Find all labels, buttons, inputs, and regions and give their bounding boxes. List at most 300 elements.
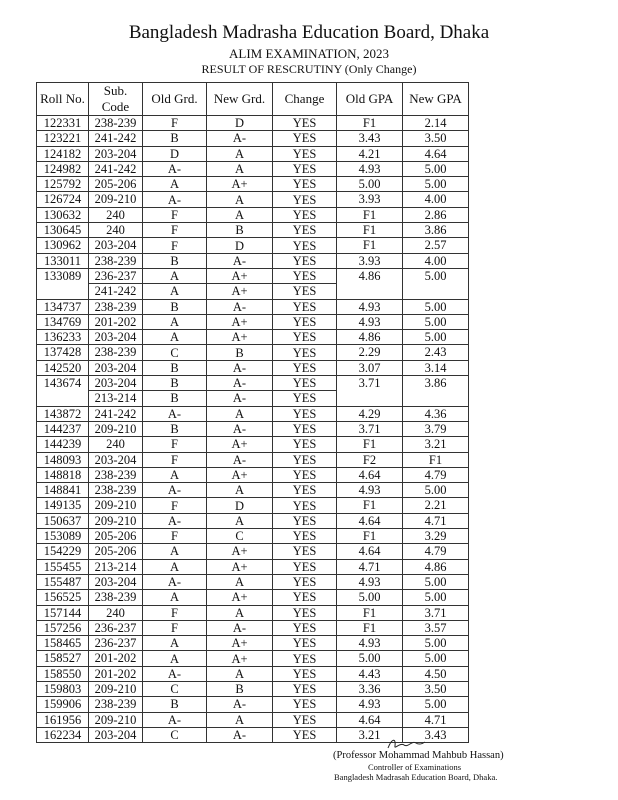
old-grade-cell: A <box>143 268 207 283</box>
table-row <box>37 161 469 176</box>
sub-code-cell: 203-204 <box>89 238 143 253</box>
sub-code-cell: 203-204 <box>89 376 143 391</box>
roll-cell: 124982 <box>37 161 89 176</box>
old-gpa-cell: F1 <box>337 238 403 253</box>
sub-code-cell: 236-237 <box>89 268 143 283</box>
new-grade-cell: B <box>207 345 273 360</box>
col-header-new-gpa: New GPA <box>403 83 469 116</box>
change-cell: YES <box>273 177 337 192</box>
col-header-sub-code: Sub. Code <box>89 83 143 116</box>
sub-code-cell: 203-204 <box>89 452 143 467</box>
sub-code-cell: 205-206 <box>89 529 143 544</box>
roll-cell: 130632 <box>37 207 89 222</box>
new-gpa-cell: 5.00 <box>403 161 469 176</box>
old-gpa-cell: 4.64 <box>337 712 403 727</box>
sub-code-cell: 241-242 <box>89 131 143 146</box>
old-grade-cell: A <box>143 651 207 666</box>
old-gpa-cell: F1 <box>337 529 403 544</box>
old-gpa-cell: 4.86 <box>337 330 403 345</box>
sub-code-cell: 203-204 <box>89 360 143 375</box>
roll-cell: 143872 <box>37 406 89 421</box>
table-row <box>37 314 469 329</box>
roll-cell: 156525 <box>37 590 89 605</box>
new-gpa-cell: 5.00 <box>403 651 469 666</box>
new-grade-cell: A <box>207 574 273 589</box>
sub-code-cell: 201-202 <box>89 651 143 666</box>
change-cell: YES <box>273 284 337 299</box>
sub-code-cell: 209-210 <box>89 498 143 513</box>
old-grade-cell: A- <box>143 483 207 498</box>
table-row <box>37 483 469 498</box>
new-gpa-cell: 3.86 <box>403 376 469 407</box>
old-gpa-cell: 4.29 <box>337 406 403 421</box>
result-table <box>36 82 469 743</box>
table-row <box>37 529 469 544</box>
new-gpa-cell: 5.00 <box>403 299 469 314</box>
sub-code-cell: 209-210 <box>89 681 143 696</box>
table-row <box>37 207 469 222</box>
change-cell: YES <box>273 391 337 406</box>
new-gpa-cell: 3.50 <box>403 681 469 696</box>
sub-code-cell: 209-210 <box>89 421 143 436</box>
roll-cell: 159906 <box>37 697 89 712</box>
sub-code-cell: 238-239 <box>89 483 143 498</box>
change-cell: YES <box>273 421 337 436</box>
table-row <box>37 146 469 161</box>
change-cell: YES <box>273 238 337 253</box>
change-cell: YES <box>273 268 337 283</box>
roll-cell: 137428 <box>37 345 89 360</box>
change-cell: YES <box>273 666 337 681</box>
table-row <box>37 574 469 589</box>
old-grade-cell: F <box>143 238 207 253</box>
old-grade-cell: A- <box>143 513 207 528</box>
old-grade-cell: B <box>143 697 207 712</box>
table-row <box>37 452 469 467</box>
table-row <box>37 559 469 574</box>
new-grade-cell: B <box>207 681 273 696</box>
new-gpa-cell: 2.43 <box>403 345 469 360</box>
old-grade-cell: B <box>143 253 207 268</box>
new-gpa-cell: 2.21 <box>403 498 469 513</box>
new-gpa-cell: 4.71 <box>403 513 469 528</box>
new-gpa-cell: 3.43 <box>403 727 469 742</box>
roll-cell: 148818 <box>37 467 89 482</box>
roll-cell: 122331 <box>37 116 89 131</box>
new-gpa-cell: 5.00 <box>403 314 469 329</box>
old-gpa-cell: F1 <box>337 498 403 513</box>
change-cell: YES <box>273 192 337 207</box>
old-grade-cell: A <box>143 177 207 192</box>
table-row <box>37 376 469 391</box>
old-grade-cell: B <box>143 299 207 314</box>
new-gpa-cell: 3.79 <box>403 421 469 436</box>
sub-code-cell: 238-239 <box>89 467 143 482</box>
col-header-new-grade: New Grd. <box>207 83 273 116</box>
signatory-organization: Bangladesh Madrasah Education Board, Dhaka. <box>334 772 498 782</box>
change-cell: YES <box>273 131 337 146</box>
table-row <box>37 421 469 436</box>
new-grade-cell: D <box>207 238 273 253</box>
new-grade-cell: A+ <box>207 559 273 574</box>
table-row <box>37 620 469 635</box>
sub-code-cell: 238-239 <box>89 253 143 268</box>
new-grade-cell: A- <box>207 131 273 146</box>
roll-cell: 134769 <box>37 314 89 329</box>
old-grade-cell: A- <box>143 192 207 207</box>
old-gpa-cell: 4.93 <box>337 636 403 651</box>
roll-cell: 149135 <box>37 498 89 513</box>
new-grade-cell: A- <box>207 391 273 406</box>
sub-code-cell: 209-210 <box>89 712 143 727</box>
old-gpa-cell: F1 <box>337 620 403 635</box>
roll-cell: 142520 <box>37 360 89 375</box>
old-grade-cell: A- <box>143 161 207 176</box>
table-row <box>37 330 469 345</box>
new-gpa-cell: 3.21 <box>403 437 469 452</box>
old-gpa-cell: 4.64 <box>337 467 403 482</box>
old-grade-cell: D <box>143 146 207 161</box>
change-cell: YES <box>273 574 337 589</box>
sub-code-cell: 236-237 <box>89 620 143 635</box>
old-gpa-cell: 3.43 <box>337 131 403 146</box>
sub-code-cell: 201-202 <box>89 666 143 681</box>
new-gpa-cell: 4.64 <box>403 146 469 161</box>
change-cell: YES <box>273 636 337 651</box>
new-gpa-cell: 3.86 <box>403 223 469 238</box>
table-row <box>37 651 469 666</box>
new-grade-cell: A <box>207 207 273 222</box>
old-grade-cell: F <box>143 207 207 222</box>
old-gpa-cell: 4.43 <box>337 666 403 681</box>
change-cell: YES <box>273 223 337 238</box>
old-gpa-cell: 3.36 <box>337 681 403 696</box>
new-gpa-cell: 5.00 <box>403 636 469 651</box>
change-cell: YES <box>273 727 337 742</box>
sub-code-cell: 240 <box>89 605 143 620</box>
old-gpa-cell: 3.21 <box>337 727 403 742</box>
change-cell: YES <box>273 467 337 482</box>
sub-code-cell: 205-206 <box>89 544 143 559</box>
table-row <box>37 605 469 620</box>
old-grade-cell: A- <box>143 712 207 727</box>
sub-code-cell: 241-242 <box>89 161 143 176</box>
new-gpa-cell: 4.79 <box>403 467 469 482</box>
new-grade-cell: A+ <box>207 467 273 482</box>
old-grade-cell: B <box>143 391 207 406</box>
new-grade-cell: A <box>207 666 273 681</box>
sub-code-cell: 238-239 <box>89 116 143 131</box>
old-gpa-cell: 4.21 <box>337 146 403 161</box>
table-header <box>37 83 469 116</box>
table-row <box>37 299 469 314</box>
change-cell: YES <box>273 376 337 391</box>
change-cell: YES <box>273 697 337 712</box>
old-grade-cell: F <box>143 529 207 544</box>
col-header-old-gpa: Old GPA <box>337 83 403 116</box>
change-cell: YES <box>273 314 337 329</box>
change-cell: YES <box>273 406 337 421</box>
new-gpa-cell: 5.00 <box>403 574 469 589</box>
table-row <box>37 437 469 452</box>
new-gpa-cell: 2.86 <box>403 207 469 222</box>
table-row <box>37 590 469 605</box>
new-grade-cell: B <box>207 223 273 238</box>
new-gpa-cell: 3.57 <box>403 620 469 635</box>
new-gpa-cell: 5.00 <box>403 590 469 605</box>
roll-cell: 153089 <box>37 529 89 544</box>
new-gpa-cell: 5.00 <box>403 268 469 299</box>
old-gpa-cell: 4.86 <box>337 268 403 299</box>
new-grade-cell: A+ <box>207 544 273 559</box>
table-row <box>37 544 469 559</box>
change-cell: YES <box>273 681 337 696</box>
change-cell: YES <box>273 253 337 268</box>
old-gpa-cell: 4.71 <box>337 559 403 574</box>
new-gpa-cell: 5.00 <box>403 483 469 498</box>
sub-code-cell: 203-204 <box>89 330 143 345</box>
new-grade-cell: A+ <box>207 651 273 666</box>
new-gpa-cell: F1 <box>403 452 469 467</box>
new-grade-cell: A <box>207 161 273 176</box>
old-grade-cell: A- <box>143 666 207 681</box>
roll-cell: 155455 <box>37 559 89 574</box>
change-cell: YES <box>273 651 337 666</box>
change-cell: YES <box>273 452 337 467</box>
change-cell: YES <box>273 345 337 360</box>
change-cell: YES <box>273 437 337 452</box>
roll-cell: 148841 <box>37 483 89 498</box>
old-grade-cell: F <box>143 223 207 238</box>
table-row <box>37 360 469 375</box>
old-grade-cell: F <box>143 498 207 513</box>
old-grade-cell: A <box>143 544 207 559</box>
table-row <box>37 697 469 712</box>
roll-cell: 125792 <box>37 177 89 192</box>
change-cell: YES <box>273 590 337 605</box>
old-grade-cell: A <box>143 314 207 329</box>
old-gpa-cell: 3.93 <box>337 192 403 207</box>
new-grade-cell: A+ <box>207 177 273 192</box>
new-grade-cell: A+ <box>207 330 273 345</box>
sub-code-cell: 213-214 <box>89 559 143 574</box>
old-gpa-cell: 4.64 <box>337 513 403 528</box>
old-grade-cell: C <box>143 681 207 696</box>
table-row <box>37 467 469 482</box>
roll-cell: 159803 <box>37 681 89 696</box>
table-row <box>37 253 469 268</box>
new-grade-cell: A+ <box>207 314 273 329</box>
roll-cell: 144237 <box>37 421 89 436</box>
roll-cell: 134737 <box>37 299 89 314</box>
sub-code-cell: 213-214 <box>89 391 143 406</box>
table-row <box>37 513 469 528</box>
new-grade-cell: A+ <box>207 636 273 651</box>
old-gpa-cell: 4.93 <box>337 697 403 712</box>
new-gpa-cell: 5.00 <box>403 697 469 712</box>
new-grade-cell: D <box>207 498 273 513</box>
new-grade-cell: A- <box>207 727 273 742</box>
sub-code-cell: 201-202 <box>89 314 143 329</box>
roll-cell: 162234 <box>37 727 89 742</box>
sub-code-cell: 203-204 <box>89 574 143 589</box>
new-gpa-cell: 4.36 <box>403 406 469 421</box>
sub-code-cell: 236-237 <box>89 636 143 651</box>
sub-code-cell: 241-242 <box>89 284 143 299</box>
col-header-change: Change <box>273 83 337 116</box>
new-grade-cell: A- <box>207 376 273 391</box>
old-gpa-cell: F1 <box>337 116 403 131</box>
table-row <box>37 498 469 513</box>
roll-cell: 157256 <box>37 620 89 635</box>
sub-code-cell: 240 <box>89 223 143 238</box>
new-grade-cell: A- <box>207 697 273 712</box>
new-grade-cell: C <box>207 529 273 544</box>
sub-code-cell: 240 <box>89 207 143 222</box>
new-grade-cell: A+ <box>207 590 273 605</box>
roll-cell: 130962 <box>37 238 89 253</box>
old-grade-cell: F <box>143 620 207 635</box>
old-gpa-cell: F1 <box>337 207 403 222</box>
new-grade-cell: A- <box>207 421 273 436</box>
change-cell: YES <box>273 299 337 314</box>
col-header-old-grade: Old Grd. <box>143 83 207 116</box>
change-cell: YES <box>273 513 337 528</box>
new-grade-cell: A- <box>207 253 273 268</box>
new-gpa-cell: 4.00 <box>403 253 469 268</box>
old-gpa-cell: 5.00 <box>337 177 403 192</box>
change-cell: YES <box>273 330 337 345</box>
roll-cell: 136233 <box>37 330 89 345</box>
change-cell: YES <box>273 207 337 222</box>
new-grade-cell: A- <box>207 452 273 467</box>
col-header-roll: Roll No. <box>37 83 89 116</box>
roll-cell: 157144 <box>37 605 89 620</box>
new-grade-cell: A- <box>207 360 273 375</box>
sub-code-cell: 238-239 <box>89 299 143 314</box>
old-gpa-cell: F1 <box>337 605 403 620</box>
new-grade-cell: A <box>207 483 273 498</box>
table-row <box>37 666 469 681</box>
table-row <box>37 636 469 651</box>
change-cell: YES <box>273 146 337 161</box>
change-cell: YES <box>273 161 337 176</box>
old-gpa-cell: 4.93 <box>337 299 403 314</box>
sub-code-cell: 203-204 <box>89 146 143 161</box>
old-gpa-cell: 3.71 <box>337 376 403 407</box>
roll-cell: 150637 <box>37 513 89 528</box>
roll-cell: 148093 <box>37 452 89 467</box>
roll-cell: 144239 <box>37 437 89 452</box>
new-grade-cell: A <box>207 513 273 528</box>
old-grade-cell: A <box>143 467 207 482</box>
old-grade-cell: A <box>143 636 207 651</box>
old-gpa-cell: F2 <box>337 452 403 467</box>
change-cell: YES <box>273 529 337 544</box>
table-row <box>37 681 469 696</box>
new-gpa-cell: 3.50 <box>403 131 469 146</box>
table-row <box>37 131 469 146</box>
change-cell: YES <box>273 712 337 727</box>
roll-cell: 126724 <box>37 192 89 207</box>
table-row <box>37 406 469 421</box>
table-row <box>37 268 469 283</box>
change-cell: YES <box>273 620 337 635</box>
roll-cell: 123221 <box>37 131 89 146</box>
new-gpa-cell: 4.50 <box>403 666 469 681</box>
new-gpa-cell: 3.14 <box>403 360 469 375</box>
old-grade-cell: F <box>143 116 207 131</box>
roll-cell: 130645 <box>37 223 89 238</box>
old-grade-cell: B <box>143 421 207 436</box>
sub-code-cell: 205-206 <box>89 177 143 192</box>
roll-cell: 154229 <box>37 544 89 559</box>
new-grade-cell: D <box>207 116 273 131</box>
new-grade-cell: A <box>207 605 273 620</box>
old-gpa-cell: F1 <box>337 223 403 238</box>
old-gpa-cell: 4.64 <box>337 544 403 559</box>
roll-cell: 133089 <box>37 268 89 299</box>
old-gpa-cell: 4.93 <box>337 161 403 176</box>
table-row <box>37 345 469 360</box>
change-cell: YES <box>273 498 337 513</box>
new-gpa-cell: 4.86 <box>403 559 469 574</box>
new-grade-cell: A+ <box>207 284 273 299</box>
old-gpa-cell: 4.93 <box>337 314 403 329</box>
old-grade-cell: A- <box>143 574 207 589</box>
old-grade-cell: A <box>143 590 207 605</box>
new-gpa-cell: 5.00 <box>403 177 469 192</box>
new-gpa-cell: 4.00 <box>403 192 469 207</box>
roll-cell: 161956 <box>37 712 89 727</box>
old-grade-cell: A <box>143 330 207 345</box>
table-row <box>37 177 469 192</box>
old-grade-cell: A <box>143 284 207 299</box>
table-row <box>37 238 469 253</box>
table-row <box>37 116 469 131</box>
exam-title: ALIM EXAMINATION, 2023 <box>229 46 389 61</box>
new-gpa-cell: 3.71 <box>403 605 469 620</box>
new-gpa-cell: 3.29 <box>403 529 469 544</box>
roll-cell: 143674 <box>37 376 89 407</box>
old-grade-cell: B <box>143 376 207 391</box>
new-grade-cell: A <box>207 406 273 421</box>
old-grade-cell: C <box>143 345 207 360</box>
change-cell: YES <box>273 559 337 574</box>
roll-cell: 158527 <box>37 651 89 666</box>
old-grade-cell: F <box>143 605 207 620</box>
sub-code-cell: 209-210 <box>89 192 143 207</box>
signatory-role: Controller of Examinations <box>368 762 462 772</box>
old-grade-cell: F <box>143 437 207 452</box>
signatory-name: (Professor Mohammad Mahbub Hassan) <box>333 750 504 761</box>
sub-code-cell: 238-239 <box>89 697 143 712</box>
result-subtitle: RESULT OF RESCRUTINY (Only Change) <box>201 62 417 76</box>
new-grade-cell: A+ <box>207 268 273 283</box>
board-title: Bangladesh Madrasha Education Board, Dhaka <box>128 22 490 43</box>
change-cell: YES <box>273 360 337 375</box>
new-grade-cell: A <box>207 146 273 161</box>
old-grade-cell: F <box>143 452 207 467</box>
sub-code-cell: 238-239 <box>89 590 143 605</box>
old-gpa-cell: 3.07 <box>337 360 403 375</box>
sub-code-cell: 209-210 <box>89 513 143 528</box>
new-grade-cell: A <box>207 192 273 207</box>
sub-code-cell: 241-242 <box>89 406 143 421</box>
new-gpa-cell: 4.79 <box>403 544 469 559</box>
table-row <box>37 712 469 727</box>
new-grade-cell: A+ <box>207 437 273 452</box>
